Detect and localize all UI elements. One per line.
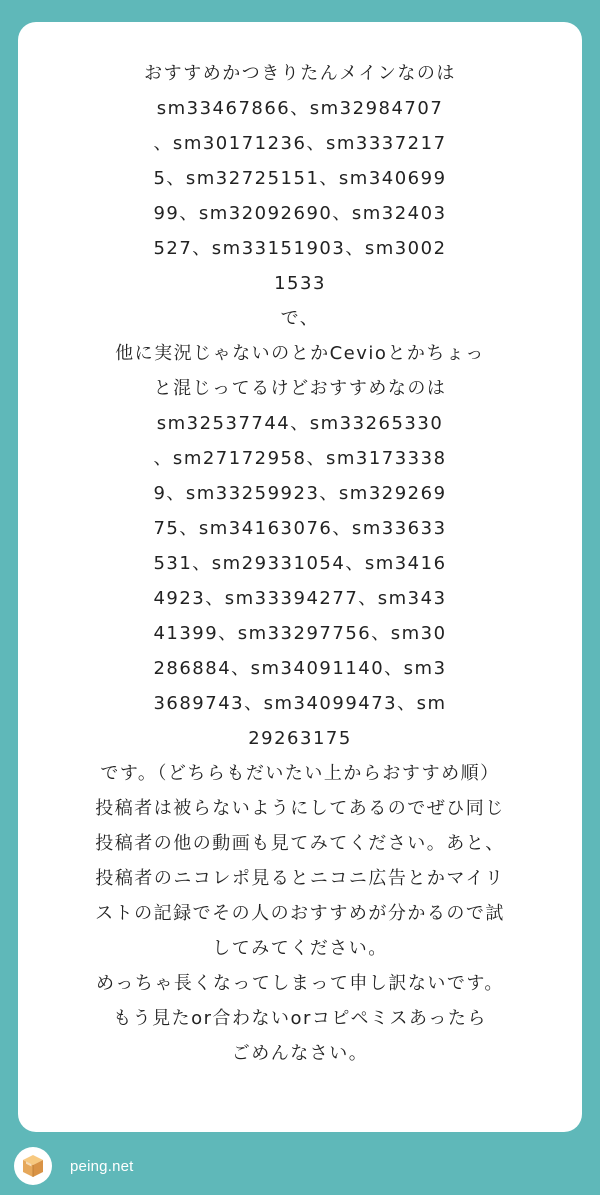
message-line-12: 、sm27172958、sm3173338	[153, 448, 447, 469]
message-line-5: 99、sm32092690、sm32403	[153, 203, 447, 224]
message-line-16: 4923、sm33394277、sm343	[153, 588, 447, 609]
message-line-10: と混じってるけどおすすめなのは	[153, 378, 447, 399]
brand-name[interactable]: peing.net	[70, 1157, 134, 1175]
message-line-2: sm33467866、sm32984707	[156, 98, 444, 119]
message-line-1: おすすめかつきりたんメインなのは	[144, 63, 456, 84]
question-card	[18, 22, 582, 1132]
message-line-24: 投稿者のニコレポ見るとニコニ広告とかマイリ	[95, 868, 505, 889]
message-line-29: ごめんなさい。	[231, 1043, 369, 1064]
message-line-8: で、	[280, 308, 320, 329]
message-line-15: 531、sm29331054、sm3416	[153, 553, 447, 574]
message-line-7: 1533	[274, 273, 326, 294]
message-line-9: 他に実況じゃないのとかCevioとかちょっ	[115, 343, 485, 364]
message-line-20: 29263175	[248, 728, 352, 749]
question-text	[32, 56, 568, 1071]
message-line-22: 投稿者は被らないようにしてあるのでぜひ同じ	[95, 798, 505, 819]
site-footer	[14, 1146, 134, 1186]
message-line-6: 527、sm33151903、sm3002	[153, 238, 447, 259]
message-line-19: 3689743、sm34099473、sm	[153, 693, 447, 714]
message-line-3: 、sm30171236、sm3337217	[153, 133, 447, 154]
message-line-14: 75、sm34163076、sm33633	[153, 518, 447, 539]
message-line-11: sm32537744、sm33265330	[156, 413, 444, 434]
message-line-17: 41399、sm33297756、sm30	[153, 623, 447, 644]
message-line-23: 投稿者の他の動画も見てみてください。あと、	[95, 833, 505, 854]
box-logo-icon[interactable]	[14, 1147, 52, 1185]
message-line-18: 286884、sm34091140、sm3	[153, 658, 447, 679]
message-line-28: もう見たor合わないorコピペミスあったら	[113, 1008, 487, 1029]
message-line-27: めっちゃ長くなってしまって申し訳ないです。	[96, 973, 504, 994]
message-line-25: ストの記録でその人のおすすめが分かるので試	[95, 903, 505, 924]
message-line-4: 5、sm32725151、sm340699	[153, 168, 447, 189]
message-line-21: です。（どちらもだいたい上からおすすめ順）	[100, 763, 500, 784]
message-line-26: してみてください。	[212, 938, 388, 959]
message-line-13: 9、sm33259923、sm329269	[153, 483, 447, 504]
